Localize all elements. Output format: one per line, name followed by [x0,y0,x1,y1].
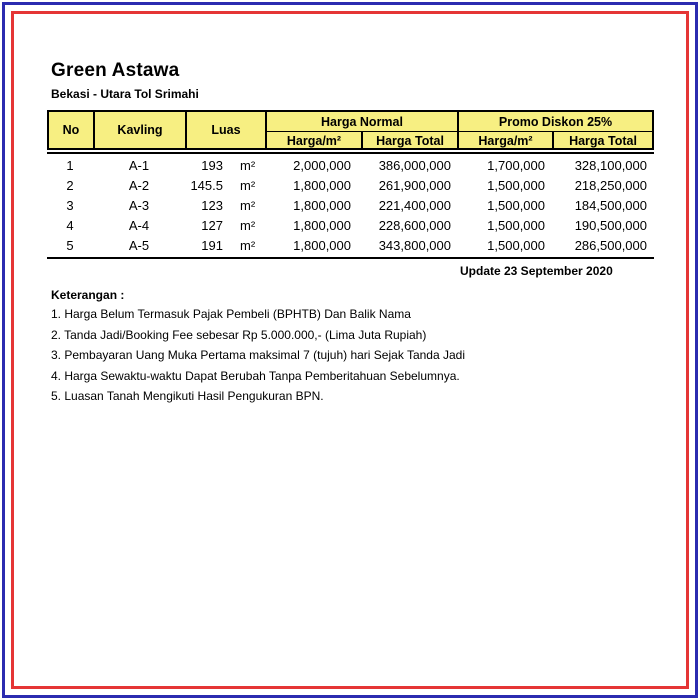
cell-kavling: A-3 [128,198,150,213]
header-no: No [62,123,80,137]
cell-harga-m2: 1,800,000 [293,198,351,213]
cell-harga-m2: 1,800,000 [293,178,351,193]
header-harga-normal: Harga Normal [321,114,403,129]
cell-harga-m2: 1,800,000 [293,218,351,233]
header-promo-harga-total: Harga Total [569,133,637,148]
note-item: 1. Harga Belum Termasuk Pajak Pembeli (BPHTB) Dan Balik Nama [51,307,411,321]
cell-promo-m2: 1,700,000 [487,158,545,173]
cell-harga-total: 261,900,000 [378,178,451,193]
cell-unit: m² [240,198,256,213]
header-kavling: Kavling [117,123,163,137]
note-item: 3. Pembayaran Uang Muka Pertama maksimal 7 (tujuh) hari Sejak Tanda Jadi [51,348,465,362]
notes-list [51,304,465,407]
table-row [47,216,654,236]
cell-no: 3 [66,198,74,213]
cell-promo-total: 190,500,000 [574,218,647,233]
cell-promo-total: 184,500,000 [574,198,647,213]
cell-kavling: A-1 [128,158,150,173]
cell-kavling: A-5 [128,238,150,253]
cell-unit: m² [240,178,256,193]
location-subtitle: Bekasi - Utara Tol Srimahi [51,87,199,101]
cell-promo-m2: 1,500,000 [487,238,545,253]
cell-no: 5 [66,238,74,253]
cell-promo-total: 218,250,000 [574,178,647,193]
cell-unit: m² [240,238,256,253]
cell-promo-m2: 1,500,000 [487,218,545,233]
cell-luas: 123 [201,198,223,213]
cell-harga-total: 228,600,000 [378,218,451,233]
table-row [47,156,654,176]
cell-no: 2 [66,178,74,193]
cell-harga-m2: 1,800,000 [293,238,351,253]
header-luas: Luas [211,123,241,137]
table-header [47,110,654,150]
cell-promo-m2: 1,500,000 [487,178,545,193]
header-promo-harga-m2: Harga/m² [478,133,533,148]
cell-harga-m2: 2,000,000 [293,158,351,173]
cell-promo-total: 328,100,000 [574,158,647,173]
cell-harga-total: 386,000,000 [378,158,451,173]
table-row [47,236,654,256]
page-title: Green Astawa [51,60,180,81]
note-item: 4. Harga Sewaktu-waktu Dapat Berubah Tanpa Pemberitahuan Sebelumnya. [51,368,460,383]
notes-title: Keterangan : [51,288,125,302]
table-row [47,176,654,196]
cell-harga-total: 343,800,000 [378,238,451,253]
cell-unit: m² [240,158,256,173]
cell-promo-m2: 1,500,000 [487,198,545,213]
cell-luas: 145.5 [190,178,223,193]
note-item: 5. Luasan Tanah Mengikuti Hasil Pengukuran BPN. [51,389,324,403]
header-harga-m2: Harga/m² [286,133,342,148]
cell-kavling: A-2 [128,178,150,193]
price-table [47,110,654,150]
cell-kavling: A-4 [128,218,150,233]
table-body [47,156,654,256]
header-separator [47,152,654,154]
note-item: 2. Tanda Jadi/Booking Fee sebesar Rp 5.000.000,- (Lima Juta Rupiah) [51,327,427,342]
table-bottom-rule [47,257,654,259]
cell-promo-total: 286,500,000 [574,238,647,253]
cell-luas: 127 [201,218,223,233]
table-row [47,196,654,216]
update-date: Update 23 September 2020 [460,264,613,278]
cell-no: 1 [66,158,74,173]
cell-unit: m² [240,218,256,233]
cell-no: 4 [66,218,74,233]
cell-harga-total: 221,400,000 [378,198,451,213]
header-harga-total: Harga Total [376,133,444,148]
header-promo-diskon: Promo Diskon 25% [498,114,613,129]
cell-luas: 191 [201,238,223,253]
cell-luas: 193 [201,158,223,173]
